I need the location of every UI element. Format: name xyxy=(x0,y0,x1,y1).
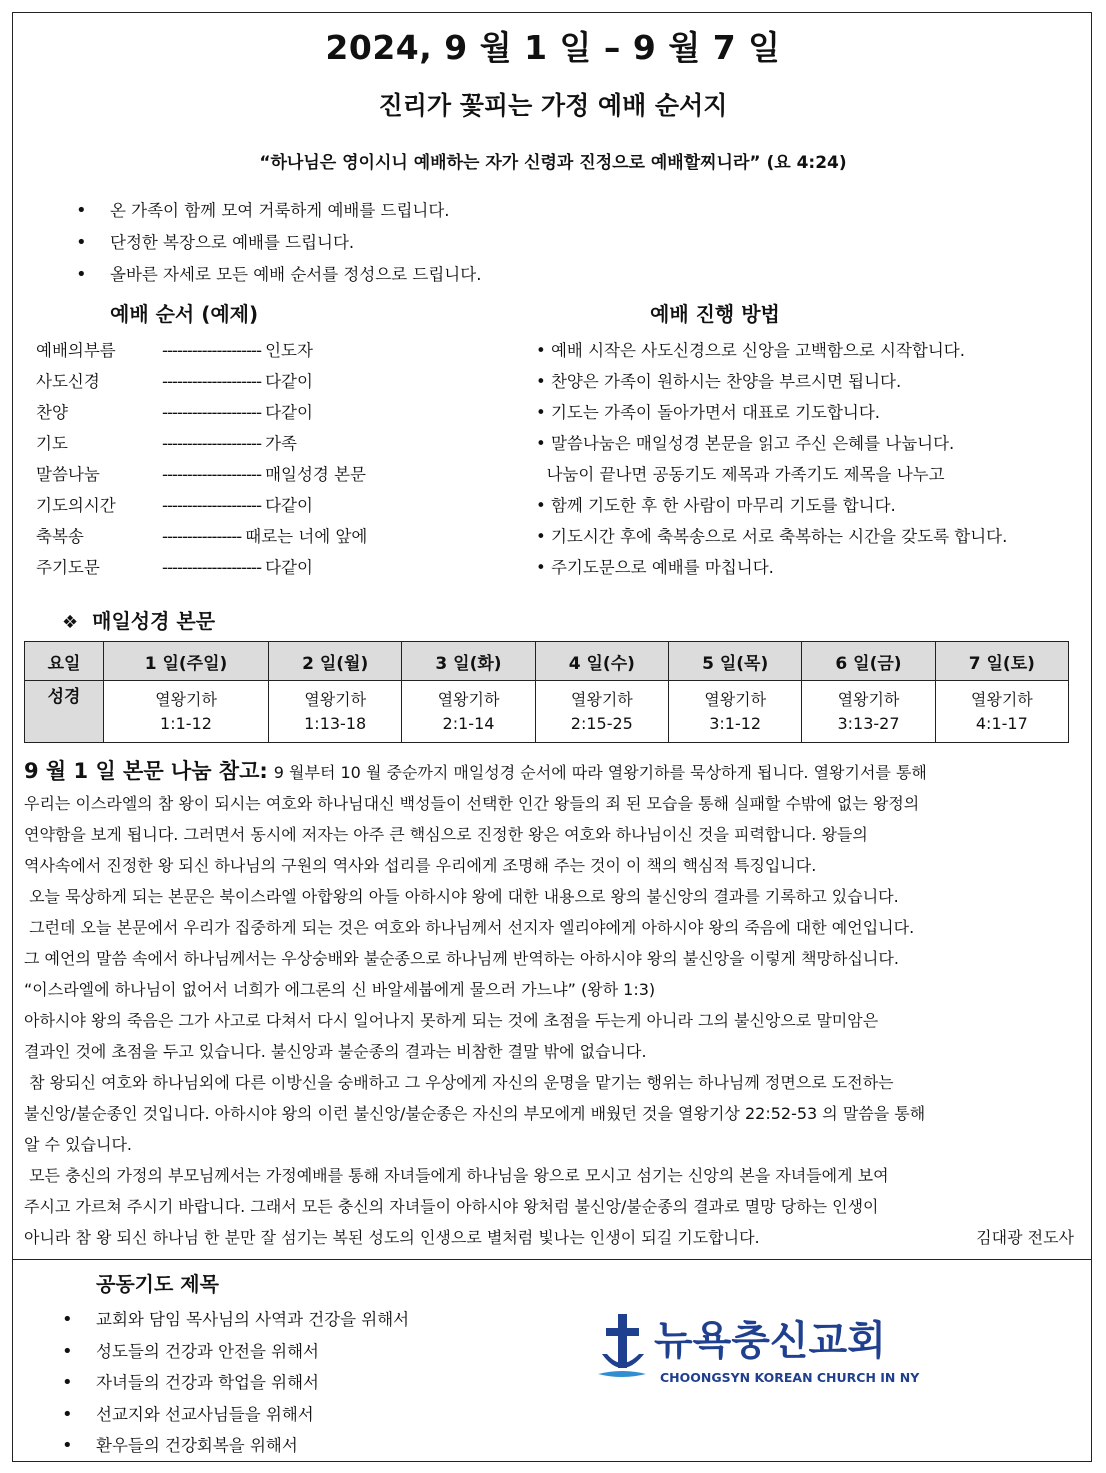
table-cell: 2 일(월) xyxy=(269,642,402,681)
order-value: 매일성경 본문 xyxy=(265,465,366,484)
order-value: 다같이 xyxy=(265,403,313,422)
dash-leader: ---------------- xyxy=(162,527,242,546)
dash-leader: -------------------- xyxy=(162,558,262,577)
table-cell: 5 일(목) xyxy=(668,642,801,681)
chapter-ref: 2:1-14 xyxy=(442,713,495,733)
order-row xyxy=(36,366,377,397)
list-item: • 단정한 복장으로 예배를 드립니다. xyxy=(70,227,481,259)
order-row xyxy=(36,428,377,459)
list-item: • 선교지와 선교사님들을 위해서 xyxy=(56,1399,409,1431)
church-logo xyxy=(598,1310,928,1390)
order-label: 예배의부름 xyxy=(36,341,116,360)
bible-table xyxy=(24,641,1069,743)
order-row xyxy=(36,521,377,552)
order-label: 기도 xyxy=(36,434,68,453)
cross-anchor-icon xyxy=(598,1314,646,1377)
table-cell: 1 일(주일) xyxy=(104,642,269,681)
order-label: 찬양 xyxy=(36,403,68,422)
note-line: “이스라엘에 하나님이 없어서 너희가 에그론의 신 바알세붑에게 물으러 가느냐” (왕하 1:3) xyxy=(24,980,656,999)
table-cell: 3 일(화) xyxy=(402,642,535,681)
chapter-ref: 1:1-12 xyxy=(160,713,212,733)
table-cell xyxy=(935,681,1068,743)
method-row: • 찬양은 가족이 원하시는 찬양을 부르시면 됩니다. xyxy=(536,372,902,391)
method-row: • 함께 기도한 후 한 사람이 마무리 기도를 합니다. xyxy=(536,496,896,515)
table-cell: 성경 xyxy=(25,681,104,743)
table-cell: 요일 xyxy=(25,642,104,681)
list-item: • 성도들의 건강과 안전을 위해서 xyxy=(56,1336,409,1368)
table-cell xyxy=(668,681,801,743)
note-line: 아하시야 왕의 죽음은 그가 사고로 다쳐서 다시 일어나지 못하게 되는 것에 초점을 두는게 아니라 그의 불신앙으로 말미암은 xyxy=(24,1011,879,1030)
note-line: 참 왕되신 여호와 하나님외에 다른 이방신을 숭배하고 그 우상에게 자신의 운명을 맡기는 행위는 하나님께 정면으로 도전하는 xyxy=(24,1073,894,1092)
note-line: 그런데 오늘 본문에서 우리가 집중하게 되는 것은 여호와 하나님께서 선지자 엘리야에게 아하시야 왕의 죽음에 대한 예언입니다. xyxy=(24,918,915,937)
book-name: 열왕기하 xyxy=(837,689,900,709)
list-item: • 교회와 담임 목사님의 사역과 건강을 위해서 xyxy=(56,1304,409,1336)
dash-leader: -------------------- xyxy=(162,403,262,422)
order-heading: 예배 순서 (예제) xyxy=(110,302,259,326)
method-row: 나눔이 끝나면 공동기도 제목과 가족기도 제목을 나누고 xyxy=(536,465,945,484)
prayer-list xyxy=(56,1304,409,1462)
order-label: 말씀나눔 xyxy=(36,465,100,484)
order-label: 사도신경 xyxy=(36,372,100,391)
note-line: 우리는 이스라엘의 참 왕이 되시는 여호와 하나님대신 백성들이 선택한 인간 왕들의 죄 된 모습을 통해 실패할 수밖에 없는 왕정의 xyxy=(24,794,920,813)
section-divider xyxy=(12,1259,1092,1260)
method-row: • 기도시간 후에 축복송으로 서로 축복하는 시간을 갖도록 합니다. xyxy=(536,527,1008,546)
table-cell xyxy=(104,681,269,743)
note-line xyxy=(24,1222,1074,1253)
scripture-verse: “하나님은 영이시니 예배하는 자가 신령과 진정으로 예배할찌니라” (요 4:24) xyxy=(259,153,847,173)
table-cell xyxy=(802,681,935,743)
note-line: 오늘 묵상하게 되는 본문은 북이스라엘 아합왕의 아들 아하시야 왕에 대한 내용으로 왕의 불신앙의 결과를 기록하고 있습니다. xyxy=(24,887,899,906)
order-value: 가족 xyxy=(265,434,297,453)
bible-heading xyxy=(62,605,215,634)
method-heading: 예배 진행 방법 xyxy=(650,302,780,326)
book-name: 열왕기하 xyxy=(970,689,1033,709)
note-line: 모든 충신의 가정의 부모님께서는 가정예배를 통해 자녀들에게 하나님을 왕으로 모시고 섬기는 신앙의 본을 자녀들에게 보여 xyxy=(24,1166,889,1185)
note-line xyxy=(24,756,1074,788)
dash-leader: -------------------- xyxy=(162,434,262,453)
dash-leader: -------------------- xyxy=(162,465,262,484)
author-signature: 김대광 전도사 xyxy=(976,1228,1074,1247)
list-item: • 온 가족이 함께 모여 거룩하게 예배를 드립니다. xyxy=(70,195,481,227)
note-line: 결과인 것에 초점을 두고 있습니다. 불신앙과 불순종의 결과는 비참한 결말 밖에 없습니다. xyxy=(24,1042,647,1061)
note-line: 그 예언의 말씀 속에서 하나님께서는 우상숭배와 불순종으로 하나님께 반역하는 아하시야 왕의 불신앙을 이렇게 책망하십니다. xyxy=(24,949,899,968)
order-label: 축복송 xyxy=(36,527,84,546)
order-label: 기도의시간 xyxy=(36,496,116,515)
page-title: 2024, 9 월 1 일 – 9 월 7 일 xyxy=(325,28,781,67)
book-name: 열왕기하 xyxy=(570,689,633,709)
table-cell xyxy=(269,681,402,743)
order-value: 인도자 xyxy=(265,341,313,360)
diamond-bullet-icon: ❖ xyxy=(62,612,79,633)
dash-leader: -------------------- xyxy=(162,496,262,515)
order-label: 주기도문 xyxy=(36,558,100,577)
table-cell: 4 일(수) xyxy=(535,642,668,681)
note-line: 연약함을 보게 됩니다. 그러면서 동시에 저자는 아주 큰 핵심으로 진정한 왕은 여호와 하나님이신 것을 피력합니다. 왕들의 xyxy=(24,825,868,844)
chapter-ref: 2:15-25 xyxy=(570,713,633,733)
chapter-ref: 3:13-27 xyxy=(837,713,900,733)
intro-list xyxy=(70,195,481,291)
bible-heading-text: 매일성경 본문 xyxy=(92,609,216,633)
chapter-ref: 3:1-12 xyxy=(709,713,762,733)
prayer-heading: 공동기도 제목 xyxy=(96,1272,219,1296)
order-row xyxy=(36,397,377,428)
note-heading: 9 월 1 일 본문 나눔 참고: xyxy=(24,759,268,783)
method-row: • 주기도문으로 예배를 마칩니다. xyxy=(536,558,774,577)
list-item: • 올바른 자세로 모든 예배 순서를 정성으로 드립니다. xyxy=(70,259,481,291)
book-name: 열왕기하 xyxy=(704,689,767,709)
list-item: • 환우들의 건강회복을 위해서 xyxy=(56,1430,409,1462)
order-row xyxy=(36,335,377,366)
book-name: 열왕기하 xyxy=(155,689,217,709)
page-subtitle: 진리가 꽃피는 가정 예배 순서지 xyxy=(378,91,728,120)
list-item: • 자녀들의 건강과 학업을 위해서 xyxy=(56,1367,409,1399)
note-text: 아니라 참 왕 되신 하나님 한 분만 잘 섬기는 복된 성도의 인생으로 별처럼 빛나는 인생이 되길 기도합니다. xyxy=(24,1228,760,1247)
order-value: 다같이 xyxy=(265,558,313,577)
order-row xyxy=(36,490,377,521)
note-text: 9 월부터 10 월 중순까지 매일성경 순서에 따라 열왕기하를 묵상하게 됩니다. 열왕기서를 통해 xyxy=(273,763,927,782)
table-row xyxy=(25,681,1069,743)
logo-korean-name: 뉴욕충신교회 xyxy=(654,1318,886,1364)
note-line: 알 수 있습니다. xyxy=(24,1135,132,1154)
order-row xyxy=(36,459,377,490)
note-line: 역사속에서 진정한 왕 되신 하나님의 구원의 역사와 섭리를 우리에게 조명해 주는 것이 이 책의 핵심적 특징입니다. xyxy=(24,856,817,875)
table-cell xyxy=(535,681,668,743)
chapter-ref: 4:1-17 xyxy=(975,713,1028,733)
logo-english-name: CHOONGSYN KOREAN CHURCH IN NY xyxy=(660,1370,920,1385)
order-value: 때로는 너에 앞에 xyxy=(245,527,368,546)
method-row: • 기도는 가족이 돌아가면서 대표로 기도합니다. xyxy=(536,403,881,422)
dash-leader: -------------------- xyxy=(162,372,262,391)
table-cell: 6 일(금) xyxy=(802,642,935,681)
order-value: 다같이 xyxy=(265,372,313,391)
order-value: 다같이 xyxy=(265,496,313,515)
table-cell: 7 일(토) xyxy=(935,642,1068,681)
sermon-note xyxy=(24,756,1074,1253)
note-line: 주시고 가르쳐 주시기 바랍니다. 그래서 모든 충신의 자녀들이 아하시야 왕처럼 불신앙/불순종의 결과로 멸망 당하는 인생이 xyxy=(24,1197,879,1216)
worship-method-list xyxy=(536,335,1007,583)
method-row: • 예배 시작은 사도신경으로 신앙을 고백함으로 시작합니다. xyxy=(536,341,965,360)
order-row xyxy=(36,552,377,583)
chapter-ref: 1:13-18 xyxy=(304,713,367,733)
book-name: 열왕기하 xyxy=(437,689,500,709)
worship-order-list xyxy=(36,335,377,583)
note-line: 불신앙/불순종인 것입니다. 아하시야 왕의 이런 불신앙/불순종은 자신의 부모에게 배웠던 것을 열왕기상 22:52-53 의 말씀을 통해 xyxy=(24,1104,926,1123)
book-name: 열왕기하 xyxy=(304,689,367,709)
method-row: • 말씀나눔은 매일성경 본문을 읽고 주신 은혜를 나눕니다. xyxy=(536,434,955,453)
dash-leader: -------------------- xyxy=(162,341,262,360)
table-cell xyxy=(402,681,535,743)
table-header-row xyxy=(25,642,1069,681)
